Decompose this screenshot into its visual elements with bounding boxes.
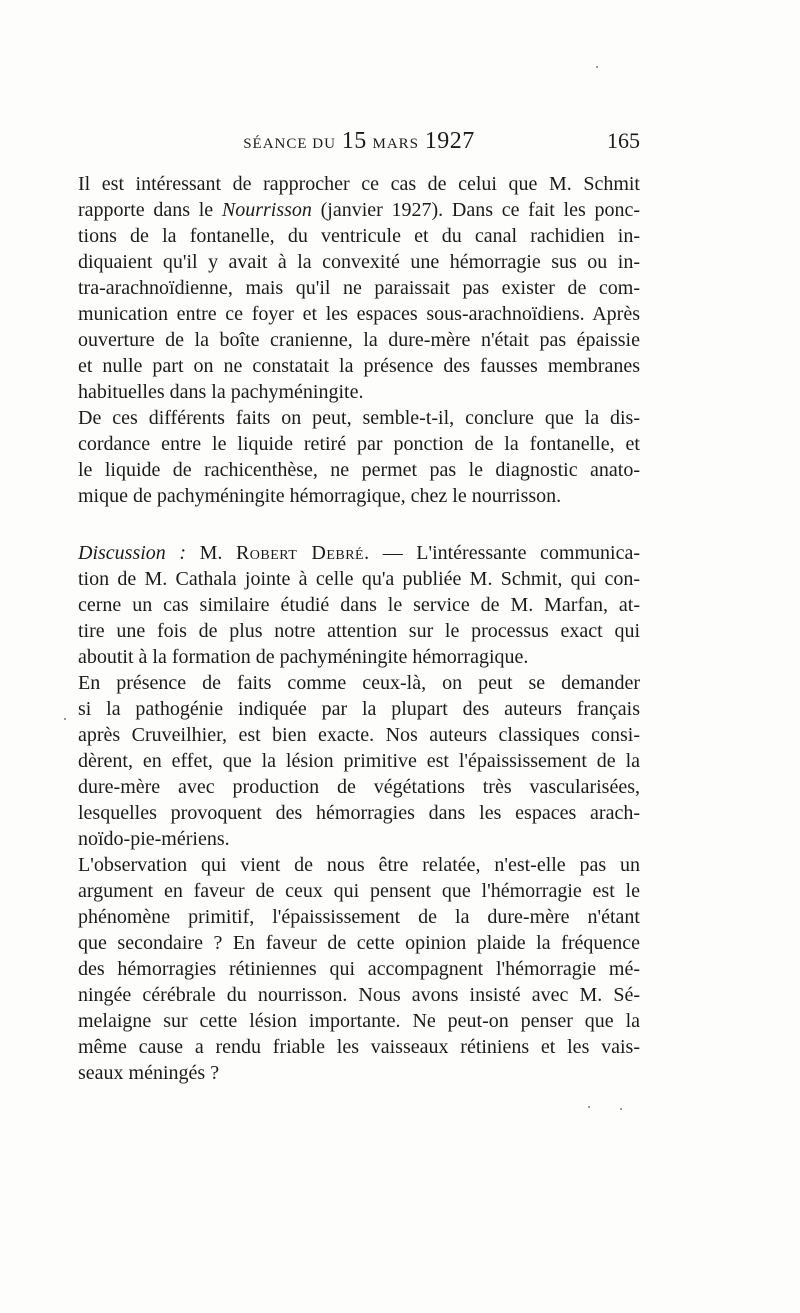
body-text-lower [78,540,640,1086]
text-line: ningée cérébrale du nourrisson. Nous avons insisté avec M. Sé- [78,984,640,1006]
text-line: De ces différents faits on peut, semble-t-il, conclure que la dis- [78,407,640,429]
text-line: En présence de faits comme ceux-là, on peut se demander [78,672,640,694]
speaker-name: Robert Debré [235,542,365,564]
paper-speck [620,1108,622,1110]
text-line: diquaient qu'il y avait à la convexité une hémorragie sus ou in- [78,251,640,273]
speaker-prefix: M. [199,542,223,564]
discussion-intro-rest: . — L'intéressante communica- [364,542,640,564]
text-line: noïdo-pie-mériens. [78,828,230,850]
text-line: dèrent, en effet, que la lésion primitive est l'épaississement de la [78,750,640,772]
discussion-label: Discussion : [78,542,187,564]
text-line: aboutit à la formation de pachyméningite hémorragique. [78,646,529,668]
running-head [78,128,640,160]
text-line: cordance entre le liquide retiré par ponction de la fontanelle, et [78,433,640,455]
page-number: 165 [607,128,640,153]
text-line: tire une fois de plus notre attention sur le processus exact qui [78,620,640,642]
text-line: argument en faveur de ceux qui pensent que l'hémorragie est le [78,880,640,902]
text-line: dure-mère avec production de végétations très vascularisées, [78,776,640,798]
text-line: mique de pachyméningite hémorragique, chez le nourrisson. [78,485,562,507]
text-line: tra-arachnoïdienne, mais qu'il ne paraissait pas exister de com- [78,277,640,299]
running-title-month: MARS [372,136,420,152]
running-title-year: 1927 [424,128,475,154]
paper-speck [588,1106,590,1108]
text-line: le liquide de rachicenthèse, ne permet pas le diagnostic anato- [78,459,640,481]
text-line: melaigne sur cette lésion importante. Ne peut-on penser que la [78,1010,640,1032]
text-line: si la pathogénie indiquée par la plupart des auteurs français [78,698,640,720]
text-line: et nulle part on ne constatait la présence des fausses membranes [78,355,640,377]
text-line: habituelles dans la pachyméningite. [78,381,364,403]
text-line: munication entre ce foyer et les espaces sous-arachnoïdiens. Après [78,303,640,325]
paragraph [78,405,640,509]
text-line: même cause a rendu friable les vaisseaux rétiniens et les vais- [78,1036,640,1058]
body-text-upper [78,171,640,509]
text-line: tions de la fontanelle, du ventricule et du canal rachidien in- [78,225,640,247]
italic-title: Nourrisson [221,199,312,221]
text-line: Il est intéressant de rapprocher ce cas de celui que M. Schmit [78,173,640,195]
text-line: après Cruveilhier, est bien exacte. Nos auteurs classiques consi- [78,724,640,746]
paper-speck [64,718,66,720]
lower-paragraphs [78,670,640,1086]
discussion-lines [78,566,640,670]
text-line: que secondaire ? En faveur de cette opinion plaide la fréquence [78,932,640,954]
running-title-seance: SÉANCE DU [243,136,336,152]
paragraph [78,670,640,852]
text-line: rapporte dans le Nourrisson (janvier 1927). Dans ce fait les ponc- [78,199,641,221]
text-line: tion de M. Cathala jointe à celle qu'a publiée M. Schmit, qui con- [78,568,640,590]
discussion-paragraph [78,540,640,670]
text-line: phénomène primitif, l'épaississement de la dure-mère n'étant [78,906,640,928]
upper-paragraphs [78,171,640,509]
text-line: cerne un cas similaire étudié dans le service de M. Marfan, at- [78,594,640,616]
discussion-first-line [78,540,640,566]
paper-speck [596,66,598,68]
text-line: lesquelles provoquent des hémorragies dans les espaces arach- [78,802,640,824]
running-title [78,128,640,155]
paragraph [78,171,640,405]
text-line: seaux méningés ? [78,1062,220,1084]
running-title-day: 15 [341,128,367,154]
paragraph [78,852,640,1086]
text-line: L'observation qui vient de nous être relatée, n'est-elle pas un [78,854,640,876]
text-line: des hémorragies rétiniennes qui accompagnent l'hémorragie mé- [78,958,640,980]
text-line: ouverture de la boîte cranienne, la dure-mère n'était pas épaissie [78,329,640,351]
